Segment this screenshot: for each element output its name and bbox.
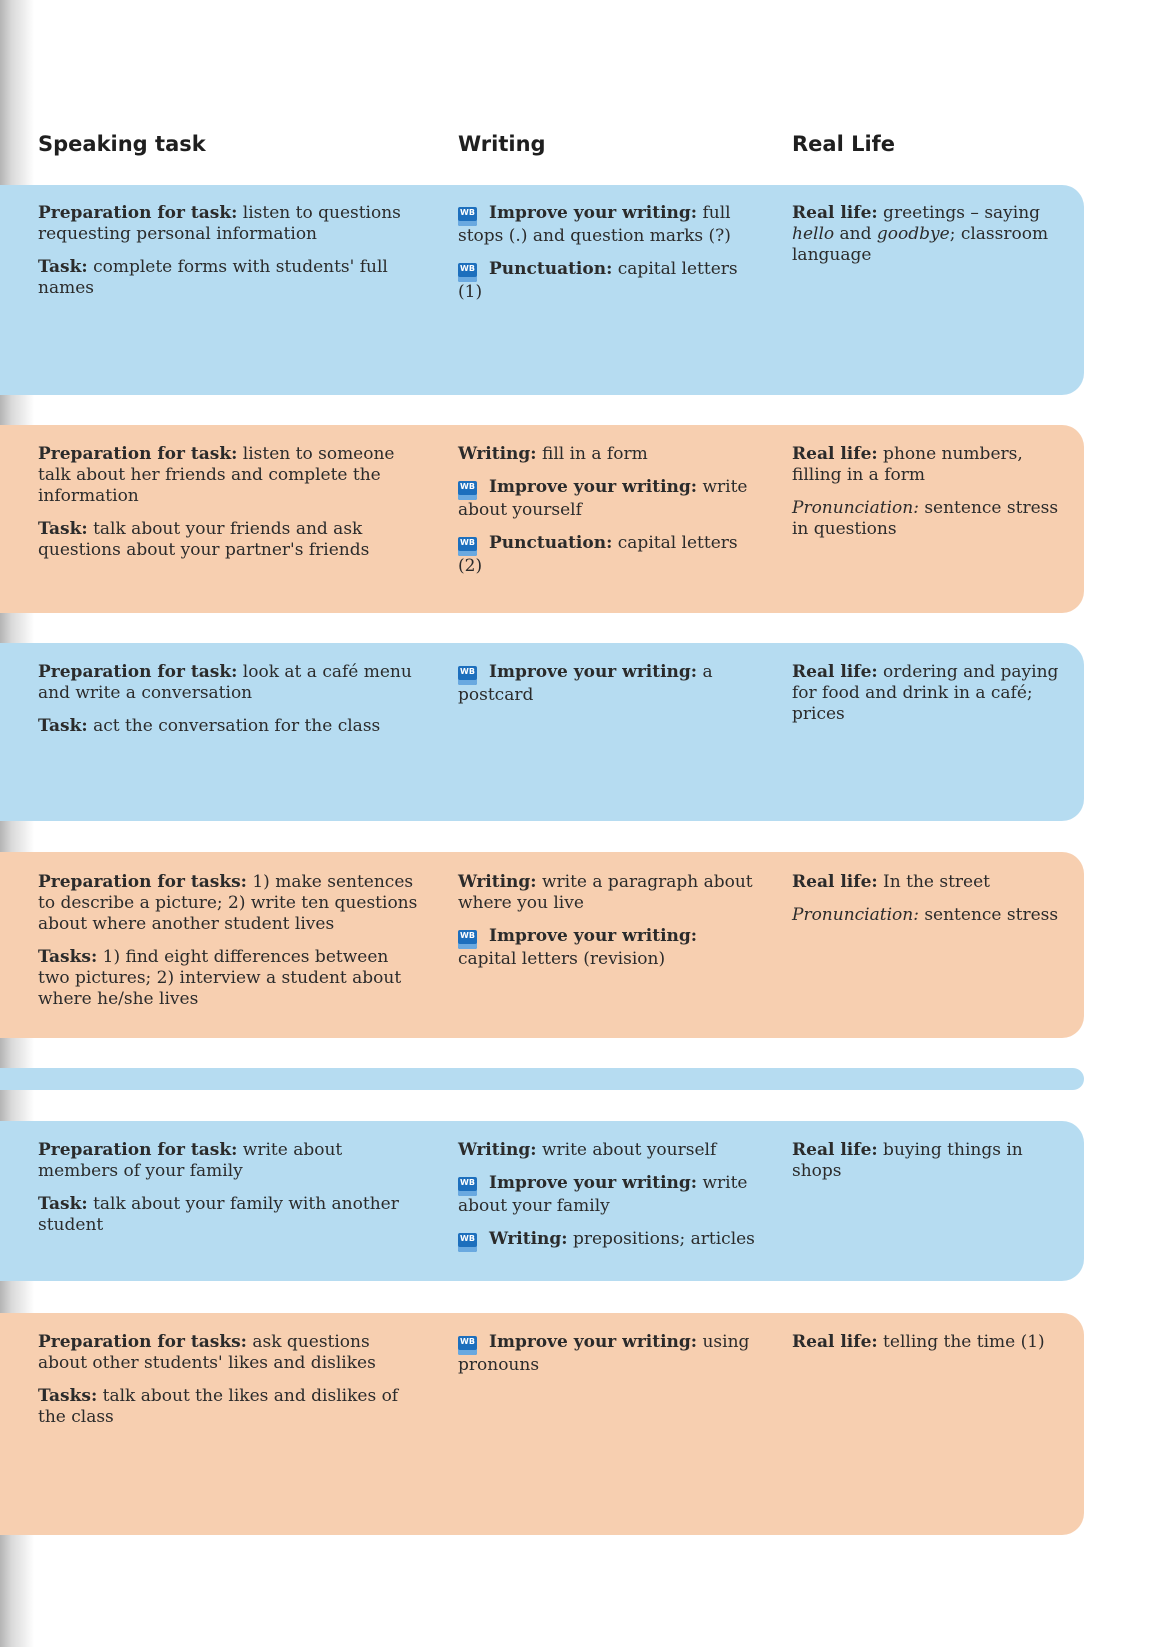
row-5-writing: Writing: write about yourself WB Improve your writing: write about your family WB Writing: prepositions; articles: [458, 1140, 758, 1252]
row-3-writing: WB Improve your writing: a postcard: [458, 662, 713, 705]
row-2-real-life: Real life: phone numbers, filling in a form Pronunciation: sentence stress in questions: [792, 444, 1059, 539]
row-1-writing: WB Improve your writing: full stops (.) and question marks (?) WB Punctuation: capital letters (1): [458, 203, 738, 302]
row-1-real-life: Real life: greetings – saying hello and goodbye; classroom language: [792, 203, 1049, 265]
row-4-writing: Writing: write a paragraph about where you live WB Improve your writing: capital letters (revision): [458, 872, 753, 969]
header-real-life: Real Life: [792, 132, 896, 156]
row-2-speaking: Preparation for task: listen to someone talk about her friends and complete the information Task: talk about your friends and ask questions about your partner's friends: [38, 444, 395, 560]
workbook-icon: WB: [458, 263, 477, 282]
workbook-icon: WB: [458, 1336, 477, 1355]
workbook-icon: WB: [458, 537, 477, 556]
row-2-writing: Writing: fill in a form WB Improve your writing: write about yourself WB Punctuation: capital letters (2): [458, 444, 748, 576]
row-3-real-life: Real life: ordering and paying for food and drink in a café; prices: [792, 662, 1059, 724]
divider-band: [0, 1068, 1084, 1090]
workbook-icon: WB: [458, 481, 477, 500]
row-6-writing: WB Improve your writing: using pronouns: [458, 1332, 750, 1375]
row-4-real-life: Real life: In the street Pronunciation: sentence stress: [792, 872, 1059, 925]
row-1-speaking: Preparation for task: listen to questions requesting personal information Task: complete forms with students' full names: [38, 203, 401, 298]
workbook-icon: WB: [458, 1177, 477, 1196]
workbook-icon: WB: [458, 1233, 477, 1252]
row-6-real-life: Real life: telling the time (1): [792, 1332, 1045, 1352]
row-6-speaking: Preparation for tasks: ask questions about other students' likes and dislikes Tasks: talk about the likes and dislikes of the class: [38, 1332, 399, 1427]
row-3-speaking: Preparation for task: look at a café menu and write a conversation Task: act the conversation for the class: [38, 662, 412, 736]
workbook-icon: WB: [458, 207, 477, 226]
workbook-icon: WB: [458, 666, 477, 685]
row-5-real-life: Real life: buying things in shops: [792, 1140, 1023, 1181]
workbook-icon: WB: [458, 930, 477, 949]
row-5-speaking: Preparation for task: write about members of your family Task: talk about your family with another student: [38, 1140, 399, 1235]
header-writing: Writing: [458, 132, 546, 156]
header-speaking-task: Speaking task: [38, 132, 206, 156]
row-4-speaking: Preparation for tasks: 1) make sentences to describe a picture; 2) write ten questions about where another student lives Tasks: 1) find eight differences between two pictures; 2) interview a student about where he/she lives: [38, 872, 418, 1009]
